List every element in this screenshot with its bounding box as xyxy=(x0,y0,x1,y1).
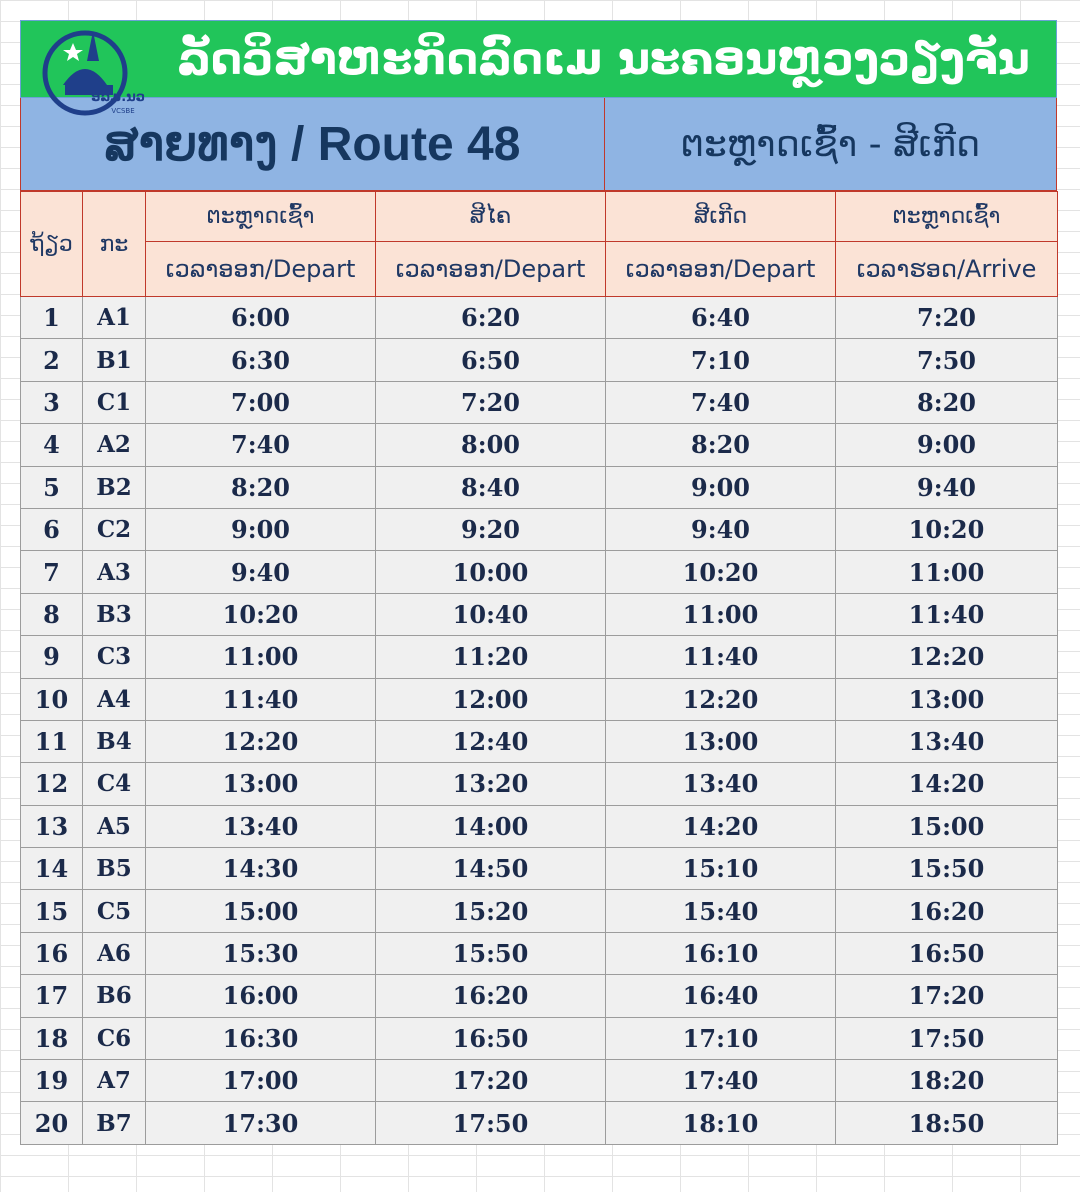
cell-time-station-2: 6:20 xyxy=(376,297,606,339)
route-label: ສາຍທາງ / Route 48 xyxy=(20,98,605,191)
cell-time-station-1: 15:30 xyxy=(146,932,376,974)
cell-bus-code: B5 xyxy=(83,848,146,890)
cell-time-station-4: 15:00 xyxy=(836,805,1058,847)
cell-time-station-1: 6:30 xyxy=(146,339,376,381)
header-sub-2: ເວລາອອກ/Depart xyxy=(376,242,606,297)
cell-trip-no: 20 xyxy=(21,1102,83,1144)
table-row xyxy=(21,1102,1058,1144)
cell-bus-code: A2 xyxy=(83,424,146,466)
title-banner xyxy=(20,20,1057,115)
cell-time-station-2: 15:50 xyxy=(376,932,606,974)
cell-bus-code: B2 xyxy=(83,466,146,508)
table-row xyxy=(21,1017,1058,1059)
cell-time-station-4: 17:20 xyxy=(836,975,1058,1017)
cell-trip-no: 7 xyxy=(21,551,83,593)
cell-bus-code: C3 xyxy=(83,636,146,678)
cell-time-station-3: 7:10 xyxy=(606,339,836,381)
timetable-body xyxy=(21,297,1058,1145)
cell-time-station-3: 18:10 xyxy=(606,1102,836,1144)
cell-trip-no: 10 xyxy=(21,678,83,720)
cell-bus-code: B7 xyxy=(83,1102,146,1144)
cell-time-station-3: 13:40 xyxy=(606,763,836,805)
company-logo xyxy=(33,23,163,118)
cell-time-station-4: 16:50 xyxy=(836,932,1058,974)
cell-time-station-3: 15:10 xyxy=(606,848,836,890)
cell-time-station-2: 14:00 xyxy=(376,805,606,847)
cell-trip-no: 18 xyxy=(21,1017,83,1059)
cell-time-station-4: 7:20 xyxy=(836,297,1058,339)
cell-bus-code: C5 xyxy=(83,890,146,932)
cell-time-station-3: 12:20 xyxy=(606,678,836,720)
cell-time-station-2: 11:20 xyxy=(376,636,606,678)
table-row xyxy=(21,975,1058,1017)
cell-trip-no: 19 xyxy=(21,1060,83,1102)
table-row xyxy=(21,890,1058,932)
header-station-4: ຕະຫຼາດເຊົ້າ xyxy=(836,192,1058,242)
cell-time-station-1: 10:20 xyxy=(146,593,376,635)
table-row xyxy=(21,551,1058,593)
header-bus-code: ກະ xyxy=(83,192,146,297)
header-trip-no: ຖ້ຽວ xyxy=(21,192,83,297)
cell-trip-no: 4 xyxy=(21,424,83,466)
cell-time-station-3: 13:00 xyxy=(606,720,836,762)
cell-bus-code: B4 xyxy=(83,720,146,762)
cell-time-station-2: 8:00 xyxy=(376,424,606,466)
cell-trip-no: 6 xyxy=(21,508,83,550)
cell-time-station-1: 17:00 xyxy=(146,1060,376,1102)
cell-trip-no: 14 xyxy=(21,848,83,890)
cell-time-station-3: 14:20 xyxy=(606,805,836,847)
cell-time-station-3: 16:10 xyxy=(606,932,836,974)
cell-time-station-4: 7:50 xyxy=(836,339,1058,381)
cell-time-station-3: 16:40 xyxy=(606,975,836,1017)
cell-time-station-1: 9:40 xyxy=(146,551,376,593)
cell-time-station-2: 10:40 xyxy=(376,593,606,635)
cell-trip-no: 15 xyxy=(21,890,83,932)
cell-time-station-2: 15:20 xyxy=(376,890,606,932)
header-station-2: ສີໄຄ xyxy=(376,192,606,242)
cell-time-station-1: 6:00 xyxy=(146,297,376,339)
table-row xyxy=(21,678,1058,720)
cell-time-station-3: 8:20 xyxy=(606,424,836,466)
cell-time-station-4: 13:40 xyxy=(836,720,1058,762)
cell-bus-code: B6 xyxy=(83,975,146,1017)
table-row xyxy=(21,636,1058,678)
cell-bus-code: A6 xyxy=(83,932,146,974)
cell-trip-no: 9 xyxy=(21,636,83,678)
cell-trip-no: 13 xyxy=(21,805,83,847)
cell-time-station-4: 16:20 xyxy=(836,890,1058,932)
table-row xyxy=(21,508,1058,550)
table-row xyxy=(21,720,1058,762)
cell-time-station-3: 9:00 xyxy=(606,466,836,508)
table-row xyxy=(21,424,1058,466)
cell-time-station-4: 8:20 xyxy=(836,381,1058,423)
table-row xyxy=(21,297,1058,339)
cell-time-station-2: 17:20 xyxy=(376,1060,606,1102)
table-row xyxy=(21,1060,1058,1102)
cell-time-station-1: 16:00 xyxy=(146,975,376,1017)
company-title: ລັດວິສາຫະກິດລົດເມ ນະຄອນຫຼວງວຽງຈັນ xyxy=(177,34,1030,85)
cell-trip-no: 12 xyxy=(21,763,83,805)
cell-trip-no: 8 xyxy=(21,593,83,635)
cell-time-station-4: 12:20 xyxy=(836,636,1058,678)
cell-time-station-2: 17:50 xyxy=(376,1102,606,1144)
cell-time-station-3: 11:00 xyxy=(606,593,836,635)
cell-bus-code: C1 xyxy=(83,381,146,423)
logo-subtext: VCSBE xyxy=(111,107,135,115)
cell-time-station-1: 11:40 xyxy=(146,678,376,720)
header-station-3: ສີເກີດ xyxy=(606,192,836,242)
cell-time-station-2: 16:20 xyxy=(376,975,606,1017)
cell-time-station-2: 12:00 xyxy=(376,678,606,720)
cell-time-station-4: 18:20 xyxy=(836,1060,1058,1102)
cell-bus-code: C2 xyxy=(83,508,146,550)
cell-bus-code: A5 xyxy=(83,805,146,847)
cell-time-station-1: 16:30 xyxy=(146,1017,376,1059)
cell-bus-code: B1 xyxy=(83,339,146,381)
cell-trip-no: 11 xyxy=(21,720,83,762)
cell-time-station-2: 12:40 xyxy=(376,720,606,762)
table-row xyxy=(21,593,1058,635)
cell-time-station-4: 18:50 xyxy=(836,1102,1058,1144)
cell-time-station-4: 13:00 xyxy=(836,678,1058,720)
cell-trip-no: 16 xyxy=(21,932,83,974)
cell-time-station-1: 7:00 xyxy=(146,381,376,423)
cell-time-station-1: 15:00 xyxy=(146,890,376,932)
table-row xyxy=(21,932,1058,974)
cell-time-station-2: 8:40 xyxy=(376,466,606,508)
cell-bus-code: B3 xyxy=(83,593,146,635)
cell-time-station-1: 13:00 xyxy=(146,763,376,805)
cell-time-station-4: 10:20 xyxy=(836,508,1058,550)
cell-time-station-1: 7:40 xyxy=(146,424,376,466)
cell-bus-code: A1 xyxy=(83,297,146,339)
cell-time-station-2: 10:00 xyxy=(376,551,606,593)
timetable-sheet xyxy=(20,20,1057,1145)
header-station-1: ຕະຫຼາດເຊົ້າ xyxy=(146,192,376,242)
cell-time-station-1: 9:00 xyxy=(146,508,376,550)
logo-text: ອລມ.ນວ xyxy=(91,90,145,105)
cell-bus-code: A3 xyxy=(83,551,146,593)
header-sub-3: ເວລາອອກ/Depart xyxy=(606,242,836,297)
cell-time-station-3: 17:10 xyxy=(606,1017,836,1059)
header-sub-4: ເວລາຮອດ/Arrive xyxy=(836,242,1058,297)
table-row xyxy=(21,339,1058,381)
cell-time-station-3: 17:40 xyxy=(606,1060,836,1102)
cell-time-station-1: 12:20 xyxy=(146,720,376,762)
cell-time-station-4: 15:50 xyxy=(836,848,1058,890)
cell-time-station-2: 9:20 xyxy=(376,508,606,550)
cell-trip-no: 17 xyxy=(21,975,83,1017)
cell-time-station-1: 17:30 xyxy=(146,1102,376,1144)
cell-time-station-2: 14:50 xyxy=(376,848,606,890)
table-row xyxy=(21,805,1058,847)
cell-time-station-3: 11:40 xyxy=(606,636,836,678)
cell-time-station-3: 9:40 xyxy=(606,508,836,550)
table-row xyxy=(21,763,1058,805)
table-row xyxy=(21,381,1058,423)
table-row xyxy=(21,466,1058,508)
cell-trip-no: 1 xyxy=(21,297,83,339)
cell-time-station-4: 11:00 xyxy=(836,551,1058,593)
cell-time-station-3: 15:40 xyxy=(606,890,836,932)
header-sub-1: ເວລາອອກ/Depart xyxy=(146,242,376,297)
cell-trip-no: 5 xyxy=(21,466,83,508)
cell-time-station-4: 11:40 xyxy=(836,593,1058,635)
cell-time-station-2: 13:20 xyxy=(376,763,606,805)
table-row xyxy=(21,848,1058,890)
timetable xyxy=(20,191,1058,1145)
cell-time-station-2: 6:50 xyxy=(376,339,606,381)
cell-time-station-4: 9:00 xyxy=(836,424,1058,466)
cell-trip-no: 2 xyxy=(21,339,83,381)
cell-time-station-4: 14:20 xyxy=(836,763,1058,805)
cell-time-station-4: 17:50 xyxy=(836,1017,1058,1059)
route-path: ຕະຫຼາດເຊົ້າ - ສີເກີດ xyxy=(605,98,1057,191)
cell-bus-code: C6 xyxy=(83,1017,146,1059)
cell-time-station-3: 10:20 xyxy=(606,551,836,593)
route-bar xyxy=(20,98,1057,191)
cell-time-station-4: 9:40 xyxy=(836,466,1058,508)
cell-time-station-1: 14:30 xyxy=(146,848,376,890)
cell-time-station-3: 6:40 xyxy=(606,297,836,339)
cell-time-station-1: 8:20 xyxy=(146,466,376,508)
cell-time-station-1: 13:40 xyxy=(146,805,376,847)
cell-time-station-2: 16:50 xyxy=(376,1017,606,1059)
cell-trip-no: 3 xyxy=(21,381,83,423)
cell-bus-code: C4 xyxy=(83,763,146,805)
cell-time-station-1: 11:00 xyxy=(146,636,376,678)
cell-bus-code: A4 xyxy=(83,678,146,720)
cell-time-station-3: 7:40 xyxy=(606,381,836,423)
cell-time-station-2: 7:20 xyxy=(376,381,606,423)
cell-bus-code: A7 xyxy=(83,1060,146,1102)
